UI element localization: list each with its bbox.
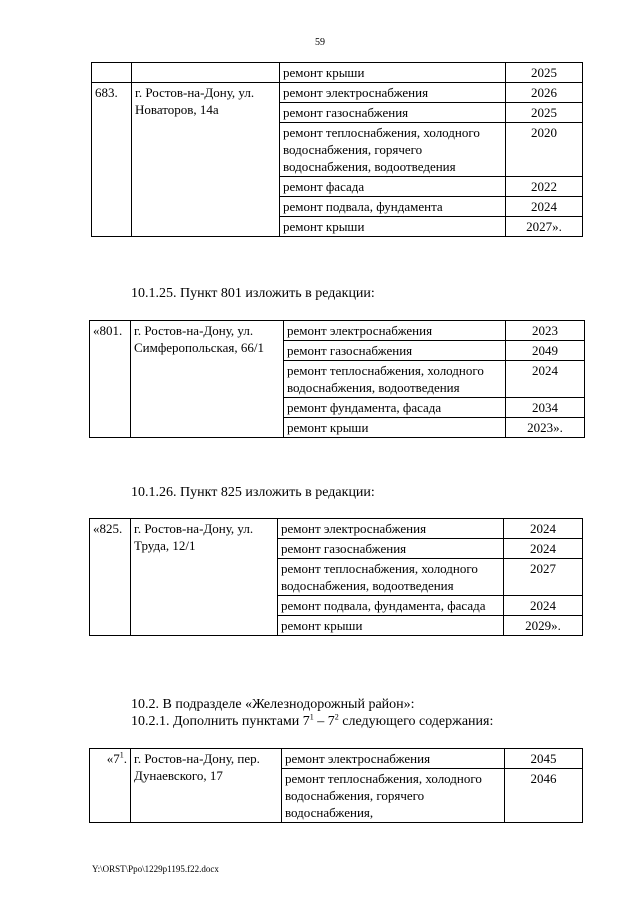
work-cell: ремонт газоснабжения bbox=[284, 341, 506, 361]
work-cell: ремонт фасада bbox=[280, 177, 506, 197]
year-cell: 2024 bbox=[504, 596, 583, 616]
file-path-footer: Y:\ORST\Ppo\1229p1195.f22.docx bbox=[92, 864, 219, 874]
para-text: следующего содержания: bbox=[338, 714, 494, 729]
year-cell: 2025 bbox=[506, 103, 583, 123]
work-cell: ремонт электроснабжения bbox=[284, 321, 506, 341]
paragraph-10-1-26: 10.1.26. Пункт 825 изложить в редакции: bbox=[131, 485, 375, 500]
table-7-1 bbox=[89, 748, 583, 823]
work-cell: ремонт крыши bbox=[284, 418, 506, 438]
year-cell: 2045 bbox=[505, 749, 583, 769]
year-cell: 2046 bbox=[505, 769, 583, 823]
num-cell: 683. bbox=[92, 83, 132, 237]
work-cell: ремонт подвала, фундамента bbox=[280, 197, 506, 217]
superscript: 1 bbox=[309, 712, 314, 722]
paragraph-10-2: 10.2. В подразделе «Железнодорожный район»: bbox=[131, 697, 415, 712]
address-cell: г. Ростов-на-Дону, ул. Труда, 12/1 bbox=[131, 519, 278, 636]
work-cell: ремонт фундамента, фасада bbox=[284, 398, 506, 418]
table-row bbox=[92, 83, 583, 103]
page-number: 59 bbox=[315, 37, 325, 48]
num-cell bbox=[92, 63, 132, 83]
work-cell: ремонт крыши bbox=[280, 217, 506, 237]
table-row bbox=[90, 519, 583, 539]
num-cell: «801. bbox=[90, 321, 131, 438]
work-cell: ремонт электроснабжения bbox=[280, 83, 506, 103]
address-cell: г. Ростов-на-Дону, пер. Дунаевского, 17 bbox=[131, 749, 282, 823]
table-825 bbox=[89, 518, 583, 636]
year-cell: 2049 bbox=[506, 341, 585, 361]
superscript: 1 bbox=[119, 750, 124, 760]
year-cell: 2024 bbox=[506, 197, 583, 217]
num-cell bbox=[90, 749, 131, 823]
table-683 bbox=[91, 62, 583, 237]
address-cell: г. Ростов-на-Дону, ул. Новаторов, 14а bbox=[132, 83, 280, 237]
work-cell: ремонт газоснабжения bbox=[280, 103, 506, 123]
address-cell bbox=[132, 63, 280, 83]
year-cell: 2020 bbox=[506, 123, 583, 177]
paragraph-10-2-1 bbox=[131, 714, 493, 730]
superscript: 2 bbox=[334, 712, 339, 722]
year-cell: 2029». bbox=[504, 616, 583, 636]
work-cell: ремонт электроснабжения bbox=[282, 749, 505, 769]
num-cell: «825. bbox=[90, 519, 131, 636]
work-cell: ремонт теплоснабжения, холодного водоснабжения, горячего водоснабжения, bbox=[282, 769, 505, 823]
table-row bbox=[92, 63, 583, 83]
work-cell: ремонт подвала, фундамента, фасада bbox=[278, 596, 504, 616]
year-cell: 2034 bbox=[506, 398, 585, 418]
work-cell: ремонт крыши bbox=[280, 63, 506, 83]
year-cell: 2027». bbox=[506, 217, 583, 237]
year-cell: 2024 bbox=[504, 539, 583, 559]
year-cell: 2024 bbox=[506, 361, 585, 398]
year-cell: 2027 bbox=[504, 559, 583, 596]
year-cell: 2023». bbox=[506, 418, 585, 438]
table-row bbox=[90, 321, 585, 341]
paragraph-10-1-25: 10.1.25. Пункт 801 изложить в редакции: bbox=[131, 286, 375, 301]
year-cell: 2022 bbox=[506, 177, 583, 197]
work-cell: ремонт теплоснабжения, холодного водоснабжения, горячего водоснабжения, водоотведения bbox=[280, 123, 506, 177]
table-801 bbox=[89, 320, 585, 438]
year-cell: 2024 bbox=[504, 519, 583, 539]
work-cell: ремонт теплоснабжения, холодного водоснабжения, водоотведения bbox=[284, 361, 506, 398]
year-cell: 2026 bbox=[506, 83, 583, 103]
para-text: – 7 bbox=[313, 714, 335, 729]
year-cell: 2025 bbox=[506, 63, 583, 83]
address-cell: г. Ростов-на-Дону, ул. Симферопольская, 66/1 bbox=[131, 321, 284, 438]
year-cell: 2023 bbox=[506, 321, 585, 341]
table-row bbox=[90, 749, 583, 769]
work-cell: ремонт электроснабжения bbox=[278, 519, 504, 539]
work-cell: ремонт крыши bbox=[278, 616, 504, 636]
work-cell: ремонт теплоснабжения, холодного водоснабжения, водоотведения bbox=[278, 559, 504, 596]
para-text: 10.2.1. Дополнить пунктами 7 bbox=[131, 714, 310, 729]
num-text: «7 bbox=[106, 751, 120, 766]
work-cell: ремонт газоснабжения bbox=[278, 539, 504, 559]
num-text: . bbox=[123, 751, 127, 766]
